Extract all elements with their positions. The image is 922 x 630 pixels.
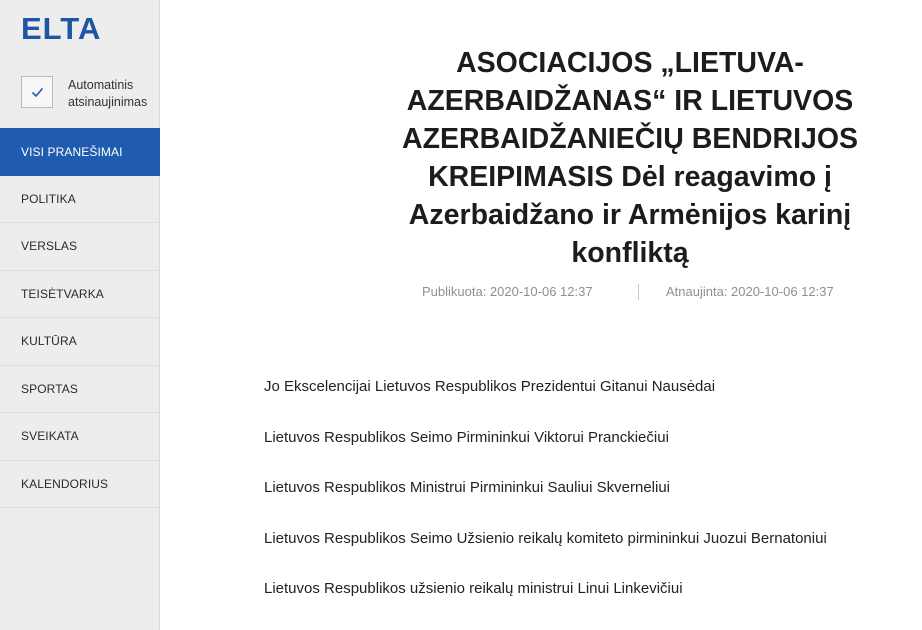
nav-item-kalendorius[interactable]: KALENDORIUS	[0, 461, 160, 509]
recipient-line: Lietuvos Respublikos Ministrui Pirmininkui Sauliui Skverneliui	[264, 479, 671, 496]
checkmark-icon	[31, 87, 44, 98]
recipient-line: Lietuvos Respublikos Seimo Pirmininkui Viktorui Pranckiečiui	[264, 428, 669, 446]
auto-refresh-label: Automatinis atsinaujinimas	[68, 78, 148, 109]
nav-item-teisetvarka[interactable]: TEISĖTVARKA	[0, 271, 160, 319]
category-nav	[0, 128, 160, 508]
sidebar	[0, 0, 160, 630]
recipient-line: Jo Ekscelencijai Lietuvos Respublikos Prezidentui Gitanui Nausėdai	[264, 378, 716, 395]
published-date: Publikuota: 2020-10-06 12:37	[422, 284, 593, 299]
updated-date: Atnaujinta: 2020-10-06 12:37	[666, 284, 834, 299]
nav-item-sveikata[interactable]: SVEIKATA	[0, 413, 160, 461]
recipient-line: Lietuvos Respublikos užsienio reikalų ministrui Linui Linkevičiui	[264, 580, 683, 597]
nav-item-verslas[interactable]: VERSLAS	[0, 223, 160, 271]
auto-refresh-toggle[interactable]	[21, 76, 160, 114]
elta-logo[interactable]: ELTA	[21, 11, 102, 46]
nav-item-kultura[interactable]: KULTŪRA	[0, 318, 160, 366]
recipient-line: Lietuvos Respublikos Seimo Užsienio reikalų komiteto pirmininkui Juozui Bernatoniui	[264, 529, 827, 547]
meta-divider	[638, 284, 639, 300]
nav-item-visi-pranesimai[interactable]: VISI PRANEŠIMAI	[0, 128, 160, 176]
article-main	[160, 0, 922, 630]
recipients-list	[264, 376, 914, 629]
nav-item-politika[interactable]: POLITIKA	[0, 176, 160, 224]
article-meta	[422, 284, 862, 300]
nav-item-sportas[interactable]: SPORTAS	[0, 366, 160, 414]
auto-refresh-checkbox[interactable]	[21, 76, 53, 108]
article-title: ASOCIACIJOS „LIETUVA-AZERBAIDŽANAS“ IR LIETUVOS AZERBAIDŽANIEČIŲ BENDRIJOS KREIPIMASIS Dėl reagavimo į Azerbaidžano ir Armėnijos karinį konfliktą	[401, 47, 859, 269]
